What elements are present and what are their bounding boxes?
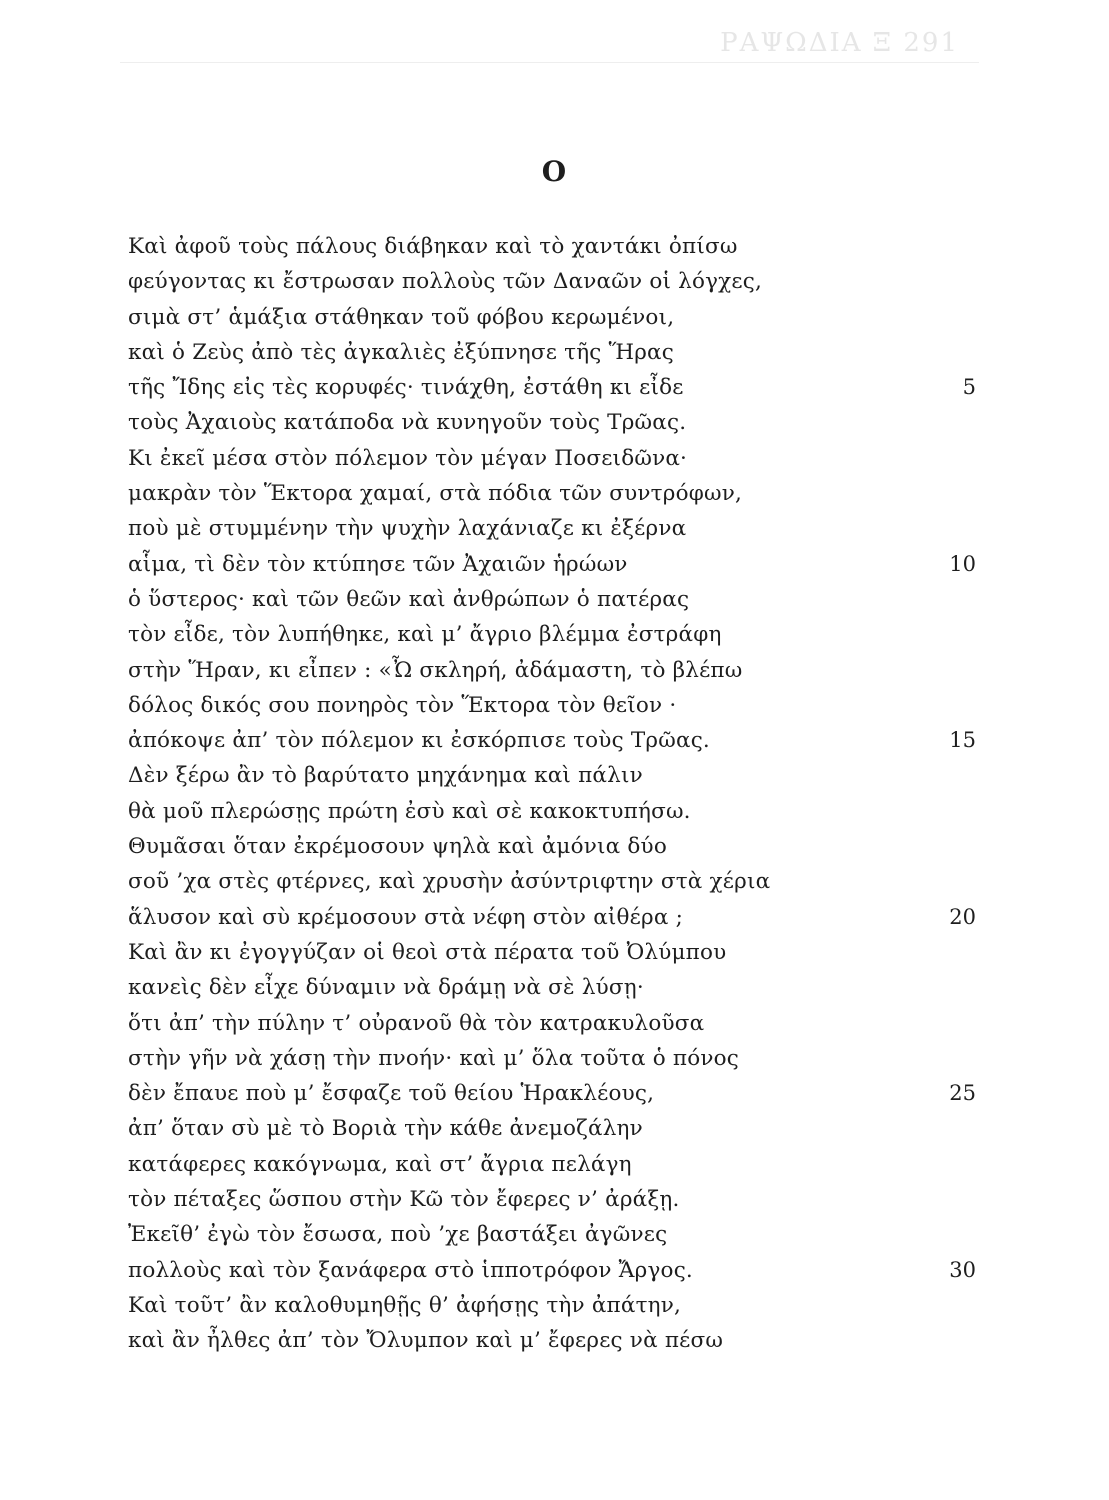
poem-line — [128, 335, 988, 370]
line-text: ὁ ὕστερος· καὶ τῶν θεῶν καὶ ἀνθρώπων ὁ πατέρας — [128, 586, 690, 612]
line-number: 30 — [949, 1257, 976, 1282]
poem-line — [128, 582, 988, 617]
poem-line — [128, 1288, 988, 1323]
poem-line — [128, 229, 988, 264]
line-text: ὅτι ἀπ’ τὴν πύλην τ’ οὐρανοῦ θὰ τὸν κατρακυλοῦσα — [128, 1010, 705, 1036]
poem-line — [128, 970, 988, 1005]
line-text: σοῦ ’χα στὲς φτέρνες, καὶ χρυσὴν ἀσύντριφτην στὰ χέρια — [128, 869, 771, 895]
line-text: φεύγοντας κι ἔστρωσαν πολλοὺς τῶν Δαναῶν οἱ λόγχες, — [128, 269, 762, 295]
line-text: στὴν Ἥραν, κι εἶπεν : «Ὦ σκληρή, ἀδάμαστη, τὸ βλέπω — [128, 657, 743, 683]
line-text: σιμὰ στ’ ἁμάξια στάθηκαν τοῦ φόβου κερωμένοι, — [128, 304, 675, 330]
line-text: Θυμᾶσαι ὅταν ἐκρέμοσουν ψηλὰ καὶ ἀμόνια δύο — [128, 834, 667, 860]
poem-line — [128, 829, 988, 864]
poem-line — [128, 1041, 988, 1076]
poem-line — [128, 441, 988, 476]
poem-line — [128, 405, 988, 440]
line-text: αἷμα, τὶ δὲν τὸν κτύπησε τῶν Ἀχαιῶν ἡρώων — [128, 551, 628, 577]
poem-line — [128, 300, 988, 335]
line-text: Καὶ ἂν κι ἐγογγύζαν οἱ θεοὶ στὰ πέρατα τοῦ Ὀλύμπου — [128, 939, 727, 965]
poem-line — [128, 864, 988, 899]
poem-line — [128, 1323, 988, 1358]
poem-line — [128, 617, 988, 652]
line-text: ποὺ μὲ στυμμένην τὴν ψυχὴν λαχάνιαζε κι ἐξέρνα — [128, 516, 687, 542]
poem-line — [128, 1076, 988, 1111]
poem-line — [128, 758, 988, 793]
line-text: στὴν γῆν νὰ χάσῃ τὴν πνοήν· καὶ μ’ ὅλα τοῦτα ὁ πόνος — [128, 1045, 740, 1071]
poem-line — [128, 1147, 988, 1182]
line-text: δὲν ἔπαυε ποὺ μ’ ἔσφαζε τοῦ θείου Ἡρακλέους, — [128, 1081, 655, 1107]
line-text: Δὲν ξέρω ἂν τὸ βαρύτατο μηχάνημα καὶ πάλιν — [128, 763, 643, 789]
show-through-header: ΡΑΨΩΔΙΑ Ξ 291 — [720, 28, 959, 58]
line-text: Καὶ τοῦτ’ ἂν καλοθυμηθῇς θ’ ἀφήσῃς τὴν ἀπάτην, — [128, 1292, 682, 1318]
line-text: καὶ ὁ Ζεὺς ἀπὸ τὲς ἀγκαλιὲς ἐξύπνησε τῆς Ἥρας — [128, 339, 675, 365]
line-text: ἀπ’ ὅταν σὺ μὲ τὸ Βοριὰ τὴν κάθε ἀνεμοζάλην — [128, 1116, 643, 1142]
line-text: Κι ἐκεῖ μέσα στὸν πόλεμον τὸν μέγαν Ποσειδῶνα· — [128, 445, 688, 471]
line-text: θὰ μοῦ πλερώσῃς πρώτη ἐσὺ καὶ σὲ κακοκτυπήσω. — [128, 798, 691, 824]
line-text: τῆς Ἴδης εἰς τὲς κορυφές· τινάχθη, ἐστάθη κι εἶδε — [128, 375, 684, 401]
line-text: Ἐκεῖθ’ ἐγὼ τὸν ἔσωσα, ποὺ ’χε βαστάξει ἀγῶνες — [128, 1222, 668, 1248]
line-text: κανεὶς δὲν εἶχε δύναμιν νὰ δράμῃ νὰ σὲ λύσῃ· — [128, 975, 644, 1001]
line-number: 5 — [962, 375, 976, 400]
poem-line — [128, 723, 988, 758]
line-number: 20 — [949, 904, 976, 929]
line-text: τὸν εἶδε, τὸν λυπήθηκε, καὶ μ’ ἄγριο βλέμμα ἐστράφη — [128, 622, 722, 648]
poem-line — [128, 547, 988, 582]
poem-text — [128, 229, 988, 1359]
line-text: τοὺς Ἀχαιοὺς κατάποδα νὰ κυνηγοῦν τοὺς Τρῶας. — [128, 410, 687, 436]
poem-line — [128, 476, 988, 511]
poem-line — [128, 1182, 988, 1217]
poem-line — [128, 370, 988, 405]
line-text: ἀπόκοψε ἀπ’ τὸν πόλεμον κι ἐσκόρπισε τοὺς Τρῶας. — [128, 728, 710, 754]
poem-line — [128, 794, 988, 829]
line-text: μακρὰν τὸν Ἕκτορα χαμαί, στὰ πόδια τῶν συντρόφων, — [128, 481, 743, 507]
poem-line — [128, 688, 988, 723]
line-text: κατάφερες κακόγνωμα, καὶ στ’ ἄγρια πελάγη — [128, 1151, 632, 1177]
line-text: δόλος δικός σου πονηρὸς τὸν Ἕκτορα τὸν θεῖον · — [128, 692, 677, 718]
line-text: Καὶ ἀφοῦ τοὺς πάλους διάβηκαν καὶ τὸ χαντάκι ὀπίσω — [128, 234, 738, 259]
poem-line — [128, 935, 988, 970]
poem-line — [128, 653, 988, 688]
line-text: τὸν πέταξες ὥσπου στὴν Κῶ τὸν ἔφερες ν’ ἀράξῃ. — [128, 1187, 680, 1213]
poem-line — [128, 900, 988, 935]
line-text: καὶ ἂν ἦλθες ἀπ’ τὸν Ὄλυμπον καὶ μ’ ἔφερες νὰ πέσω — [128, 1328, 724, 1354]
chapter-letter: Ο — [541, 155, 568, 188]
line-text: πολλοὺς καὶ τὸν ξανάφερα στὸ ἱπποτρόφον Ἄργος. — [128, 1257, 693, 1283]
poem-line — [128, 264, 988, 299]
poem-line — [128, 1217, 988, 1252]
poem-line — [128, 1253, 988, 1288]
show-through-rule — [120, 62, 979, 63]
poem-line — [128, 511, 988, 546]
line-number: 15 — [949, 728, 976, 753]
poem-line — [128, 1111, 988, 1146]
line-number: 10 — [949, 551, 976, 576]
poem-line — [128, 1006, 988, 1041]
line-text: ἅλυσον καὶ σὺ κρέμοσουν στὰ νέφη στὸν αἰθέρα ; — [128, 904, 684, 930]
line-number: 25 — [949, 1081, 976, 1106]
